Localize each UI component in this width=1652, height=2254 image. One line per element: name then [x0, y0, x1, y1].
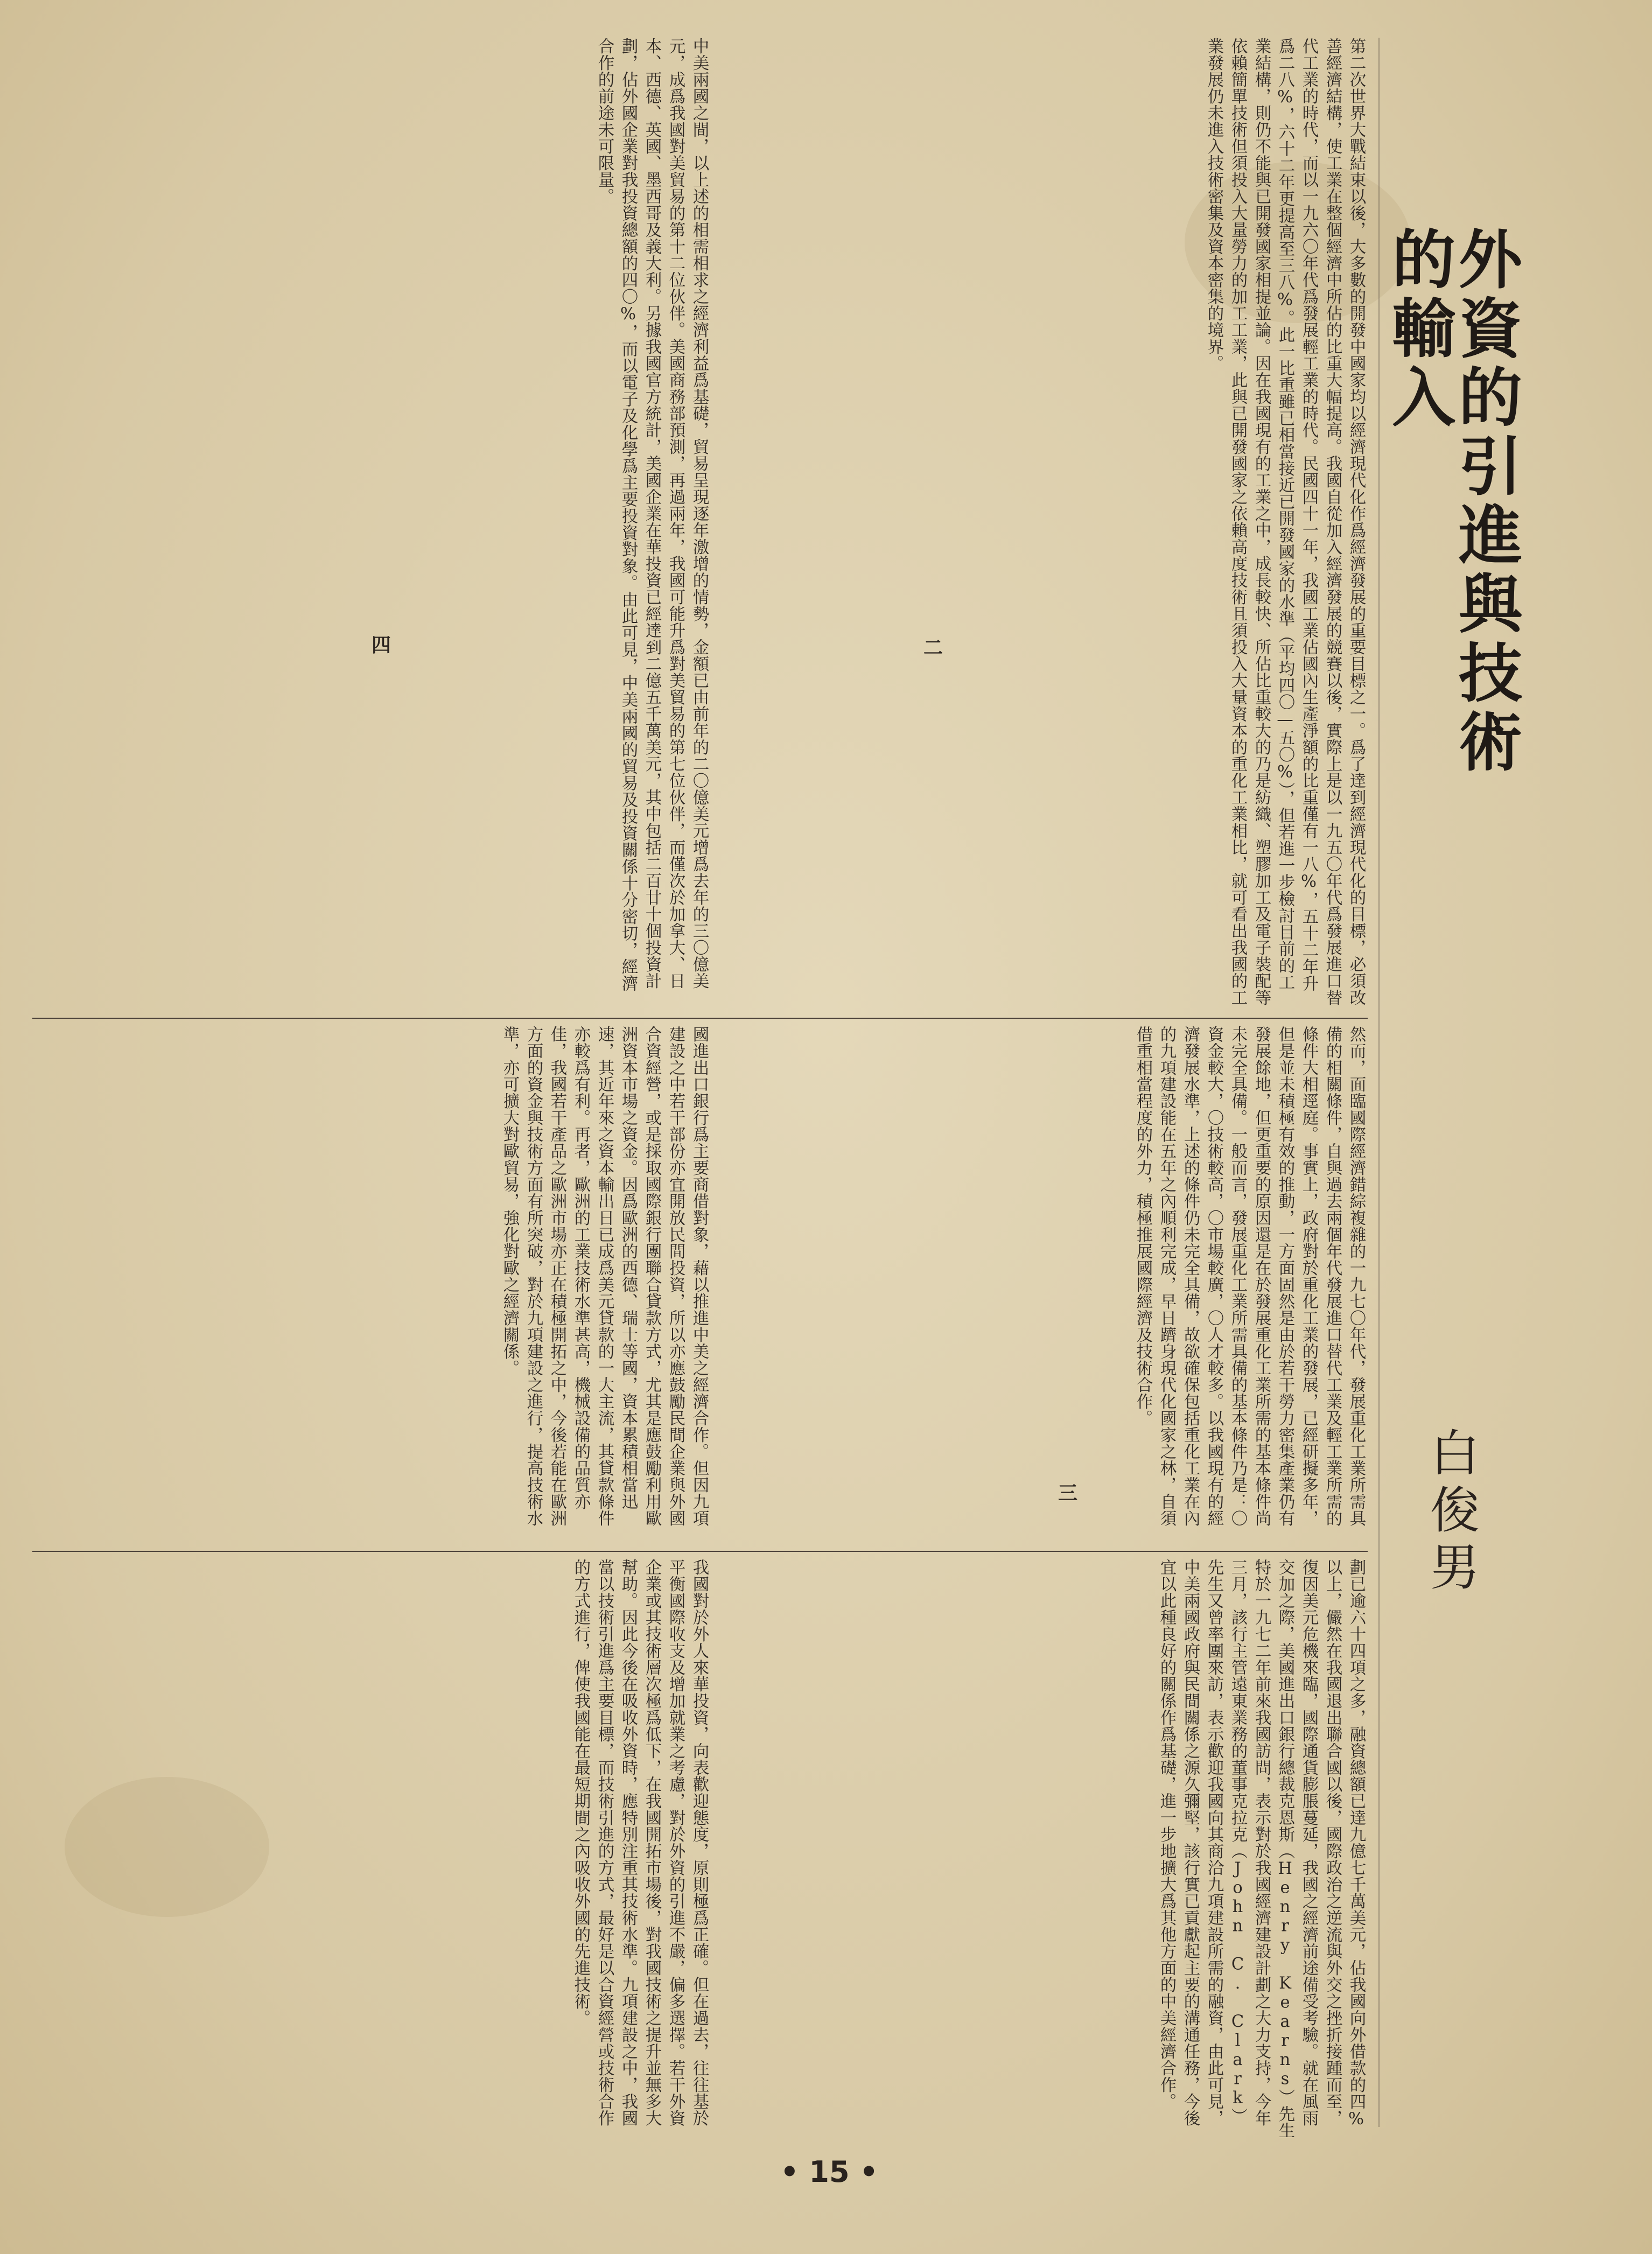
article-title: 外資的引進與技術的輸入 — [1381, 226, 1523, 778]
article-column: 然而，面臨國際經濟錯綜複雜的一九七〇年代，發展重化工業所需具備的相關條件，自與過去兩個年代發展進口替代工業及輕工業所需的條件大相逕庭。事實上，政府對於重化工業的發展，已經研擬多年，但是並未積極有效的推動，一方面固然是由於若干勞力密集產業仍有發展餘地，但更重要的原因還是在於發展重化工業所需的基本條件尚未完全具備。一般而言，發展重化工業所需具備的基本條件乃是：〇資金較大，〇技術較高，〇市場較廣，〇人才較多。以我國現有的經濟發展水準，上述的條件仍未完全具備，故欲確保包括重化工業在內的九項建設能在五年之內順利完成，早日躋身現代化國家之林，自須借重相當程度的外力，積極推展國際經濟及技術合作。 — [1133, 1026, 1366, 1527]
article-column: 中美兩國之間，以上述的相需相求之經濟利益爲基礎，貿易呈現逐年激增的情勢，金額已由前年的二〇億美元增爲去年的三〇億美元，成爲我國對美貿易的第十二位伙伴。美國商務部預測，再過兩年，我國可能升爲對美貿易的第七位伙伴，而僅次於加拿大、日本、西德、英國、墨西哥及義大利。另據我國官方統計，美國企業在華投資已經達到二億五千萬美元，其中包括二百廿十個投資計劃，佔外國企業對我投資總額的四〇%，而以電子及化學爲主要投資對象。由此可見，中美兩國的貿易及投資關係十分密切，經濟合作的前途未可限量。 — [595, 38, 709, 992]
section-heading: 四 — [372, 634, 391, 656]
article-column: 我國對於外人來華投資，向表歡迎態度，原則極爲正確。但在過去，往往基於平衡國際收支及增加就業之考慮，對於外資的引進不嚴，偏多選擇。若干外資企業或其技術層次極爲低下，在我國開拓市場後，對我國技術之提升並無多大幫助。因此今後在吸收外資時，應特別注重其技術水準。九項建設之中，我國當以技術引進爲主要目標，而技術引進的方式，最好是以合資經營或技術合作的方式進行，俾使我國能在最短期間之內吸收外國的先進技術。 — [571, 1559, 709, 2126]
page-number: • 15 • — [780, 2155, 878, 2189]
section-heading: 二 — [923, 636, 943, 659]
author-name: 白俊男 — [1422, 1427, 1480, 1598]
row-divider — [32, 1551, 1368, 1552]
article-column: 國進出口銀行爲主要商借對象，藉以推進中美之經濟合作。但因九項建設之中若干部份亦宜開放民間投資，所以亦應鼓勵民間企業與外國合資經營，或是採取國際銀行團聯合貸款方式，尤其是應鼓勵利用歐洲資本市場之資金。因爲歐洲的西德、瑞士等國，資本累積相當迅速，其近年來之資本輸出日已成爲美元貸款的一大主流，其貸款條件亦較爲有利。再者，歐洲的工業技術水準甚高，機械設備的品質亦佳，我國若干產品之歐洲市場亦正在積極開拓之中，今後若能在歐洲方面的資金與技術方面有所突破，對於九項建設之進行，提高技術水準，亦可擴大對歐貿易，強化對歐之經濟關係。 — [500, 1026, 709, 1527]
article-column: 劃已逾六十四項之多，融資總額已達九億七千萬美元，佔我國向外借款的四%以上，儼然在我國退出聯合國以後，國際政治之逆流與外交之挫折接踵而至，復因美元危機來臨，國際通貨膨脹蔓延，我國之經濟前途備受考驗。就在風雨交加之際，美國進出口銀行總裁克恩斯（Henry Kearns）先生特於一九七二年前來我國訪問，表示對於我國經濟建設計劃之大力支持，今年三月，該行主管遠東業務的董事克拉克（John C. Clark）先生又曾率團來訪，表示歡迎我國向其商洽九項建設所需的融資，由此可見，中美兩國政府與民間關係之源久彌堅，該行實已貢獻起主要的溝通任務，今後宜以此種良好的關係作爲基礎，進一步地擴大爲其他方面的中美經濟合作。 — [1157, 1559, 1366, 2139]
title-divider — [1378, 38, 1380, 2127]
row-divider — [32, 1018, 1368, 1019]
section-heading: 三 — [1058, 1482, 1078, 1504]
article-column: 第二次世界大戰結束以後，大多數的開發中國家均以經濟現代化作爲經濟發展的重要目標之一。爲了達到經濟現代化的目標，必須改善經濟結構，使工業在整個經濟中所佔的比重大幅提高。我國自從加入經濟發展的競賽以後，實際上是以一九五〇年代爲發展進口替代工業的時代，而以一九六〇年代爲發展輕工業的時代。民國四十一年，我國工業佔國內生產淨額的比重僅有一八%，五十二年升爲二八%，六十二年更提高至三八%。此一比重雖已相當接近已開發國家的水準（平均四〇—五〇%），但若進一步檢討目前的工業結構，則仍不能與已開發國家相提並論。因在我國現有的工業之中，成長較快、所佔比重較大的乃是紡織、塑膠加工及電子裝配等依賴簡單技術但須投入大量勞力的加工工業，此與已開發國家之依賴高度技術且須投入大量資本的重化工業相比，就可看出我國的工業發展仍未進入技術密集及資本密集的境界。 — [1205, 38, 1366, 1006]
